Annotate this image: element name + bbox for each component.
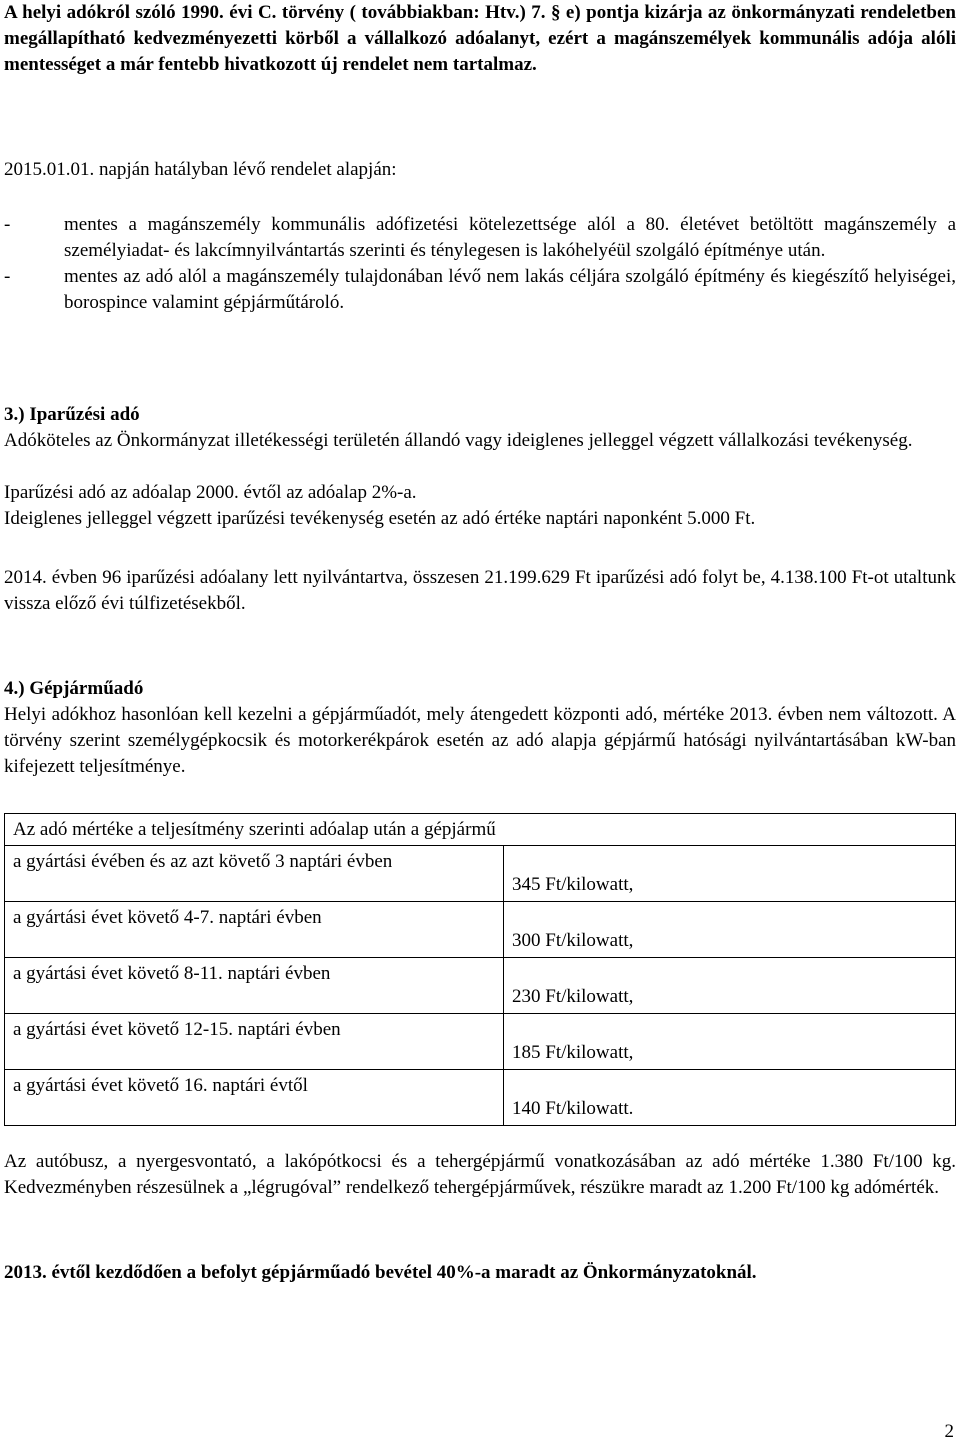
section3-heading: 3.) Iparűzési adó xyxy=(4,404,140,425)
list-item xyxy=(0,264,956,316)
age-band-label: a gyártási évet követő 12-15. naptári évben xyxy=(5,1014,504,1070)
vehicle-tax-rate-table xyxy=(4,813,956,1126)
rate-value: 140 Ft/kilowatt. xyxy=(504,1070,956,1126)
table-row xyxy=(5,846,956,902)
section3-paragraph-3: Ideiglenes jelleggel végzett iparűzési tevékenység esetén az adó értéke naptári naponként 5.000 Ft. xyxy=(4,508,756,529)
final-note: 2013. évtől kezdődően a befolyt gépjárműadó bevétel 40%-a maradt az Önkormányzatoknál. xyxy=(4,1262,757,1283)
page-number: 2 xyxy=(944,1421,954,1442)
table-row xyxy=(5,958,956,1014)
section3-paragraph-1: Adóköteles az Önkormányzat illetékességi területén állandó vagy ideiglenes jelleggel végzett vállalkozási tevékenység. xyxy=(4,430,913,451)
section3-paragraph-2: Iparűzési adó az adóalap 2000. évtől az adóalap 2%-a. xyxy=(4,482,417,503)
section4-paragraph-1: Helyi adókhoz hasonlóan kell kezelni a gépjárműadót, mely átengedett központi adó, mértéke 2013. évben nem változott. A törvény szerint személygépkocsik és motorkerékpárok esetén az adó alapja gépjármű hatósági nyilvántartásában kW-ban kifejezett teljesítménye. xyxy=(4,704,956,777)
age-band-label: a gyártási évet követő 4-7. naptári évben xyxy=(5,902,504,958)
list-dash: - xyxy=(4,214,11,235)
table-header-row xyxy=(5,814,956,846)
rate-value: 345 Ft/kilowatt, xyxy=(504,846,956,902)
table-header-cell: Az adó mértéke a teljesítmény szerinti adóalap után a gépjármű xyxy=(5,814,956,846)
table-row xyxy=(5,1014,956,1070)
rate-value: 300 Ft/kilowatt, xyxy=(504,902,956,958)
rate-value: 230 Ft/kilowatt, xyxy=(504,958,956,1014)
section3-paragraph-4: 2014. évben 96 iparűzési adóalany lett nyilvántartva, összesen 21.199.629 Ft iparűzési adó folyt be, 4.138.100 Ft-ot utaltunk vissza előző évi túlfizetésekből. xyxy=(4,567,956,614)
intro-paragraph: A helyi adókról szóló 1990. évi C. törvény ( továbbiakban: Htv.) 7. § e) pontja kizárja az önkormányzati rendeletben megállapítható kedvezményezetti körből a vállalkozó adóalanyt, ezért a magánszemélyek kommunális adója alóli mentességet a már fentebb hivatkozott új rendelet nem tartalmaz. xyxy=(4,2,956,75)
table-row xyxy=(5,902,956,958)
list-dash: - xyxy=(4,266,11,287)
table-row xyxy=(5,1070,956,1126)
effective-note: 2015.01.01. napján hatályban lévő rendelet alapján: xyxy=(4,159,397,180)
exemption-text: mentes a magánszemély kommunális adófizetési kötelezettsége alól a 80. életévet betöltött magánszemély a személyiadat- és lakcímnyilvántartás szerinti és ténylegesen is lakóhelyéül szolgáló építménye után. xyxy=(64,214,956,261)
rate-value: 185 Ft/kilowatt, xyxy=(504,1014,956,1070)
list-item xyxy=(0,212,956,264)
section4-heading: 4.) Gépjárműadó xyxy=(4,678,144,699)
exemption-list xyxy=(0,212,960,316)
age-band-label: a gyártási évében és az azt követő 3 naptári évben xyxy=(5,846,504,902)
bus-tax-paragraph: Az autóbusz, a nyergesvontató, a lakópótkocsi és a tehergépjármű vonatkozásában az adó mértéke 1.380 Ft/100 kg. Kedvezményben részesülnek a „légrugóval” rendelkező tehergépjárművek, részükre maradt az 1.200 Ft/100 kg adómérték. xyxy=(4,1151,956,1198)
exemption-text: mentes az adó alól a magánszemély tulajdonában lévő nem lakás céljára szolgáló építmény és kiegészítő helyiségei, borospince valamint gépjárműtároló. xyxy=(64,266,956,313)
age-band-label: a gyártási évet követő 8-11. naptári évben xyxy=(5,958,504,1014)
age-band-label: a gyártási évet követő 16. naptári évtől xyxy=(5,1070,504,1126)
